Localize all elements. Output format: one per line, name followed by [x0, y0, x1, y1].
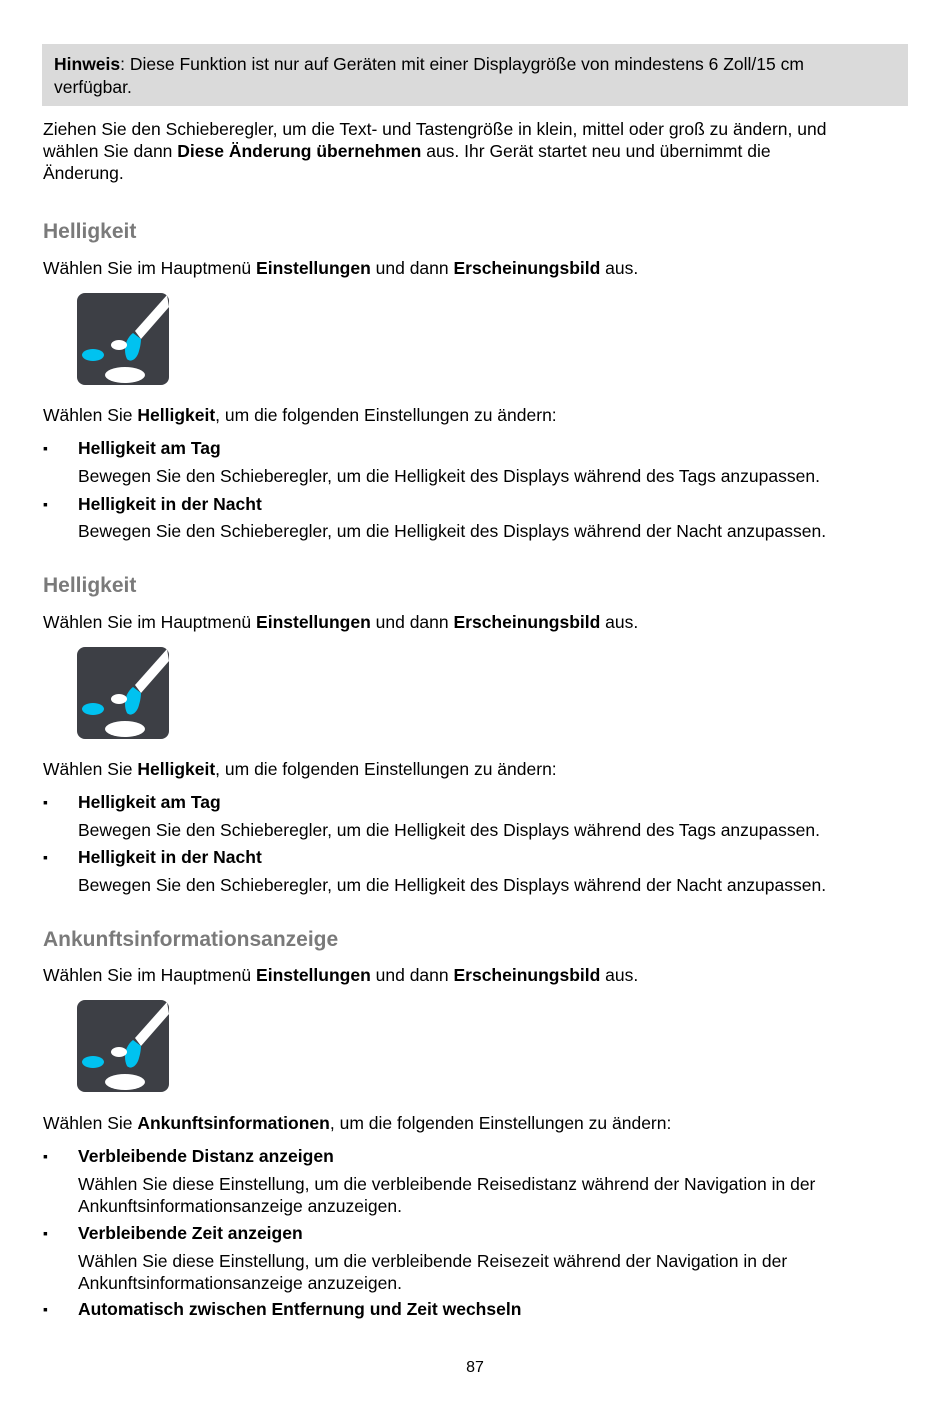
setting-label: Automatisch zwischen Entfernung und Zeit wechseln [78, 1299, 522, 1319]
appearance-paintbrush-icon [77, 293, 169, 385]
bullet-marker: ▪ [43, 849, 48, 865]
bullet-marker: ▪ [43, 1301, 48, 1317]
setting-description [78, 1173, 815, 1217]
menu-term-appearance: Erscheinungsbild [453, 258, 601, 278]
appearance-paintbrush-icon [77, 1000, 169, 1092]
section-heading: Helligkeit [43, 574, 137, 597]
menu-instruction-mid: und dann [370, 258, 454, 278]
note-box [42, 44, 908, 106]
menu-instruction-end: aus. [600, 965, 639, 985]
choose-instruction [43, 758, 557, 780]
menu-term-appearance: Erscheinungsbild [453, 965, 601, 985]
setting-label: Helligkeit am Tag [78, 438, 221, 458]
menu-instruction [43, 611, 638, 633]
intro-line-2: wählen Sie dann [43, 141, 178, 161]
menu-instruction-end: aus. [600, 258, 639, 278]
appearance-paintbrush-icon [77, 647, 169, 739]
intro-line-3: Änderung. [43, 163, 124, 183]
setting-label: Helligkeit in der Nacht [78, 494, 262, 514]
menu-instruction [43, 257, 638, 279]
menu-instruction-mid: und dann [370, 612, 454, 632]
setting-description: Bewegen Sie den Schieberegler, um die Helligkeit des Displays während der Nacht anzupassen. [78, 521, 827, 541]
menu-instruction-start: Wählen Sie im Hauptmenü [43, 612, 257, 632]
intro-line-1: Ziehen Sie den Schieberegler, um die Text- und Tastengröße in klein, mittel oder groß zu ändern, und [43, 119, 827, 139]
setting-description-line: Wählen Sie diese Einstellung, um die verbleibende Reisedistanz während der Navigation in der [78, 1174, 816, 1194]
bullet-marker: ▪ [43, 1148, 48, 1164]
section-heading: Helligkeit [43, 220, 137, 243]
menu-term-settings: Einstellungen [256, 965, 371, 985]
menu-instruction-mid: und dann [370, 965, 454, 985]
setting-description-line: Wählen Sie diese Einstellung, um die verbleibende Reisezeit während der Navigation in der [78, 1251, 788, 1271]
bullet-marker: ▪ [43, 794, 48, 810]
setting-label: Helligkeit am Tag [78, 792, 221, 812]
choose-instruction-start: Wählen Sie [43, 405, 138, 425]
choose-instruction-end: , um die folgenden Einstellungen zu ändern: [329, 1113, 672, 1133]
bullet-marker: ▪ [43, 1225, 48, 1241]
section-heading: Ankunftsinformationsanzeige [43, 928, 339, 951]
note-text-continued: verfügbar. [54, 77, 132, 97]
intro-line-2-end: aus. Ihr Gerät startet neu und übernimmt die [421, 141, 771, 161]
setting-description-line: Ankunftsinformationsanzeige anzuzeigen. [78, 1196, 402, 1216]
setting-label: Helligkeit in der Nacht [78, 847, 262, 867]
setting-label: Verbleibende Zeit anzeigen [78, 1223, 303, 1243]
note-label: Hinweis [54, 54, 121, 74]
choose-term: Ankunftsinformationen [137, 1113, 330, 1133]
intro-bold-term: Diese Änderung übernehmen [177, 141, 422, 161]
setting-description [78, 1250, 787, 1294]
choose-instruction [43, 1112, 671, 1134]
menu-term-appearance: Erscheinungsbild [453, 612, 601, 632]
bullet-marker: ▪ [43, 496, 48, 512]
menu-term-settings: Einstellungen [256, 258, 371, 278]
setting-description: Bewegen Sie den Schieberegler, um die Helligkeit des Displays während des Tags anzupassen. [78, 820, 820, 840]
setting-description-line: Ankunftsinformationsanzeige anzuzeigen. [78, 1273, 402, 1293]
choose-instruction-end: , um die folgenden Einstellungen zu ändern: [215, 759, 557, 779]
bullet-marker: ▪ [43, 440, 48, 456]
choose-term: Helligkeit [137, 759, 216, 779]
setting-description: Bewegen Sie den Schieberegler, um die Helligkeit des Displays während der Nacht anzupassen. [78, 875, 827, 895]
intro-paragraph [43, 118, 826, 184]
menu-term-settings: Einstellungen [256, 612, 371, 632]
setting-label: Verbleibende Distanz anzeigen [78, 1146, 334, 1166]
menu-instruction-end: aus. [600, 612, 639, 632]
menu-instruction-start: Wählen Sie im Hauptmenü [43, 258, 257, 278]
page-number: 87 [466, 1359, 484, 1376]
choose-term: Helligkeit [137, 405, 216, 425]
choose-instruction-end: , um die folgenden Einstellungen zu ändern: [215, 405, 557, 425]
note-text: : Diese Funktion ist nur auf Geräten mit einer Displaygröße von mindestens 6 Zoll/15 cm [120, 54, 804, 74]
choose-instruction [43, 404, 557, 426]
setting-description: Bewegen Sie den Schieberegler, um die Helligkeit des Displays während des Tags anzupassen. [78, 466, 820, 486]
choose-instruction-start: Wählen Sie [43, 1113, 138, 1133]
menu-instruction [43, 964, 638, 986]
menu-instruction-start: Wählen Sie im Hauptmenü [43, 965, 257, 985]
choose-instruction-start: Wählen Sie [43, 759, 138, 779]
